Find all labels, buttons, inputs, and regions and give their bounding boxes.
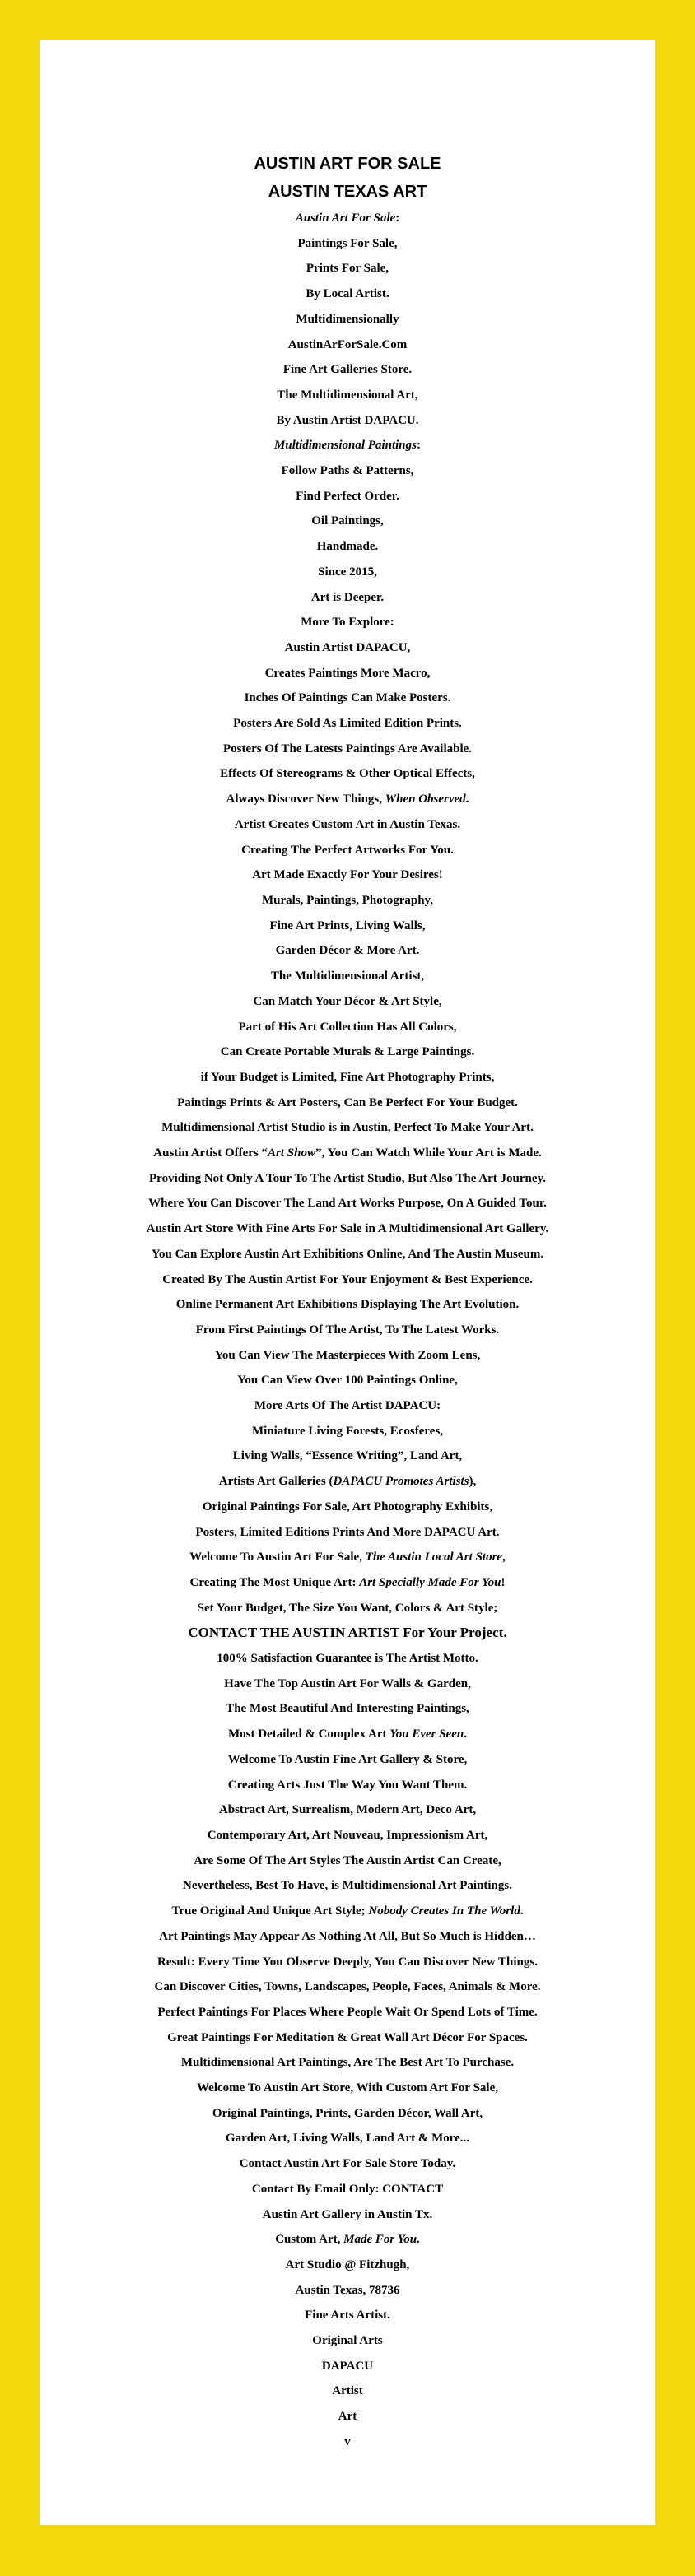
text-segment: AustinArForSale.Com	[287, 337, 408, 351]
text-segment: Result: Every Time You Observe Deeply, You Can Discover New Things.	[157, 1955, 538, 1969]
text-segment: Inches Of Paintings Can Make Posters.	[244, 691, 451, 705]
text-segment: More To Explore:	[301, 616, 394, 630]
text-segment: .	[417, 2233, 420, 2247]
text-line	[40, 2278, 655, 2304]
text-segment: Are Some Of The Art Styles The Austin Artist Can Create,	[194, 1853, 501, 1867]
text-segment: By Austin Artist DAPACU.	[276, 413, 419, 427]
text-line	[40, 635, 655, 661]
text-line	[40, 2151, 655, 2177]
text-segment: !	[501, 1575, 506, 1589]
text-line	[40, 1318, 655, 1343]
text-line	[40, 2378, 655, 2404]
text-segment: CONTACT THE AUSTIN ARTIST For Your Project.	[188, 1625, 507, 1641]
text-segment: .	[465, 793, 469, 807]
text-line	[40, 2000, 655, 2025]
italic-text: When Observed	[385, 793, 466, 807]
text-segment: Austin Texas, 78736	[295, 2283, 400, 2297]
text-segment: True Original And Unique Art Style;	[171, 1904, 369, 1918]
text-segment: Always Discover New Things,	[226, 793, 385, 807]
text-segment: if Your Budget is Limited, Fine Art Photography Prints,	[200, 1070, 495, 1084]
text-line	[40, 1620, 655, 1646]
text-segment: Art Paintings May Appear As Nothing At All, But So Much is Hidden…	[159, 1929, 536, 1943]
text-line	[40, 888, 655, 914]
italic-text: Art Specially Made For You	[359, 1575, 501, 1589]
text-line	[40, 1065, 655, 1090]
text-line	[40, 1090, 655, 1116]
text-segment: Art Studio @ Fitzhugh,	[285, 2257, 410, 2271]
text-segment: Original Arts	[312, 2334, 383, 2348]
text-segment: Multidimensional Art Paintings, Are The Best Art To Purchase.	[180, 2056, 515, 2070]
text-line	[40, 1823, 655, 1848]
text-segment: Contact By Email Only: CONTACT	[251, 2182, 444, 2196]
text-segment: Austin Artist DAPACU,	[284, 640, 411, 654]
text-line	[40, 458, 655, 484]
text-line	[40, 1848, 655, 1874]
text-segment: Artist	[332, 2384, 363, 2398]
text-line	[40, 383, 655, 408]
text-segment: Fine Art Galleries Store.	[282, 363, 413, 377]
text-segment: The Multidimensional Artist,	[270, 969, 425, 983]
text-segment: Welcome To Austin Art For Sale,	[189, 1551, 366, 1565]
text-line	[40, 2126, 655, 2151]
text-line	[40, 332, 655, 358]
text-line	[40, 534, 655, 560]
text-line	[40, 610, 655, 635]
text-segment: Created By The Austin Artist For Your Enjoyment & Best Experience.	[162, 1272, 533, 1286]
text-segment: Welcome To Austin Art Store, With Custom Art For Sale,	[197, 2081, 498, 2095]
text-line	[40, 2227, 655, 2253]
text-segment: Creates Paintings More Macro,	[264, 666, 431, 680]
text-line	[40, 1773, 655, 1798]
text-line	[40, 1747, 655, 1773]
text-segment: ),	[469, 1475, 477, 1489]
text-line	[40, 1924, 655, 1950]
text-line	[40, 585, 655, 611]
text-line	[40, 509, 655, 534]
text-line	[40, 1722, 655, 1747]
text-segment: v	[344, 2434, 351, 2448]
text-line	[40, 206, 655, 231]
text-line	[40, 1393, 655, 1419]
text-line	[40, 281, 655, 307]
text-line	[40, 357, 655, 383]
text-segment: Creating Arts Just The Way You Want Them.	[227, 1778, 468, 1792]
text-segment: Since 2015,	[318, 565, 377, 579]
text-line	[40, 1545, 655, 1570]
text-segment: Austin Artist Offers “	[153, 1146, 268, 1160]
text-line	[40, 560, 655, 585]
text-segment: Fine Art Prints, Living Walls,	[269, 918, 426, 932]
text-line	[40, 2430, 655, 2455]
text-segment: Multidimensional Artist Studio is in Austin, Perfect To Make Your Art.	[161, 1121, 534, 1135]
text-line	[40, 914, 655, 939]
article-content	[40, 150, 655, 2455]
page-panel	[40, 40, 655, 2525]
text-line	[40, 1368, 655, 1393]
text-segment: Have The Top Austin Art For Walls & Garden,	[224, 1676, 471, 1690]
text-line	[40, 1216, 655, 1242]
text-line	[40, 1141, 655, 1166]
text-line	[40, 1191, 655, 1216]
text-segment: Find Perfect Order.	[296, 489, 399, 503]
text-segment: Original Paintings For Sale, Art Photography Exhibits,	[202, 1500, 493, 1514]
text-line	[40, 1899, 655, 1924]
italic-text: Multidimensional Paintings	[274, 439, 417, 453]
text-segment: Great Paintings For Meditation & Great Wall Art Décor For Spaces.	[167, 2030, 528, 2044]
text-segment: Perfect Paintings For Places Where People Wait Or Spend Lots of Time.	[157, 2005, 538, 2019]
text-segment: More Arts Of The Artist DAPACU:	[254, 1399, 441, 1413]
text-segment: Follow Paths & Patterns,	[281, 464, 414, 478]
text-segment: Handmade.	[316, 540, 379, 554]
text-segment: :	[395, 212, 400, 225]
text-line	[40, 1646, 655, 1672]
text-line	[40, 1696, 655, 1722]
text-segment: Posters Of The Latests Paintings Are Available.	[222, 742, 473, 756]
text-segment: Posters Are Sold As Limited Edition Prints.	[233, 717, 462, 731]
text-segment: Austin Art Gallery in Austin Tx.	[262, 2207, 433, 2221]
text-segment: .	[464, 1727, 467, 1741]
text-segment: Contact Austin Art For Sale Store Today.	[239, 2157, 456, 2171]
text-segment: Prints For Sale,	[306, 262, 389, 276]
text-line	[40, 686, 655, 711]
text-segment: Multidimensionally	[296, 312, 399, 326]
text-line	[40, 964, 655, 989]
text-segment: Garden Art, Living Walls, Land Art & More...	[225, 2132, 470, 2146]
text-line	[40, 231, 655, 257]
text-segment: The Multidimensional Art,	[277, 388, 418, 402]
text-segment: Welcome To Austin Fine Art Gallery & Store,	[227, 1752, 468, 1766]
text-lines	[40, 206, 655, 2455]
text-segment: Where You Can Discover The Land Art Works Purpose, On A Guided Tour.	[148, 1197, 547, 1211]
text-line	[40, 812, 655, 838]
text-line	[40, 1444, 655, 1469]
text-segment: Creating The Most Unique Art:	[189, 1575, 360, 1589]
text-segment: Original Paintings, Prints, Garden Décor, Wall Art,	[212, 2106, 483, 2120]
text-line	[40, 1469, 655, 1495]
text-line	[40, 1242, 655, 1267]
text-line	[40, 838, 655, 863]
text-segment: Artists Art Galleries (	[218, 1475, 334, 1489]
text-segment: ,	[502, 1551, 506, 1565]
text-line	[40, 761, 655, 787]
text-segment: Art Made Exactly For Your Desires!	[252, 868, 443, 882]
text-segment: ”, You Can Watch While Your Art is Made.	[315, 1146, 542, 1160]
text-line	[40, 307, 655, 332]
text-line	[40, 1672, 655, 1697]
text-segment: Most Detailed & Complex Art	[228, 1727, 390, 1741]
text-segment: Murals, Paintings, Photography,	[262, 893, 433, 907]
text-segment: By Local Artist.	[306, 287, 389, 301]
text-segment: Set Your Budget, The Size You Want, Colors & Art Style;	[197, 1601, 498, 1615]
text-segment: Art is Deeper.	[310, 590, 385, 604]
text-line	[40, 1039, 655, 1065]
page-title: AUSTIN ART FOR SALE	[254, 155, 441, 173]
text-segment: Can Create Portable Murals & Large Paintings.	[220, 1045, 475, 1059]
italic-text: You Ever Seen	[389, 1727, 464, 1741]
text-segment: From First Paintings Of The Artist, To The Latest Works.	[195, 1323, 500, 1337]
text-line	[40, 1797, 655, 1823]
text-line	[40, 661, 655, 686]
italic-text: Nobody Creates In The World	[368, 1904, 520, 1918]
text-segment: Can Match Your Décor & Art Style,	[253, 994, 442, 1008]
text-segment: Can Discover Cities, Towns, Landscapes, People, Faces, Animals & More.	[154, 1980, 541, 1994]
text-line	[40, 1873, 655, 1899]
text-segment: Garden Décor & More Art.	[275, 944, 420, 958]
text-line	[40, 863, 655, 888]
text-segment: Custom Art,	[275, 2233, 344, 2247]
text-segment: Abstract Art, Surrealism, Modern Art, Deco Art,	[218, 1803, 477, 1817]
text-segment: Online Permanent Art Exhibitions Displaying The Art Evolution.	[175, 1298, 520, 1312]
text-line	[40, 2076, 655, 2101]
text-line	[40, 1570, 655, 1596]
text-segment: The Most Beautiful And Interesting Paintings,	[226, 1702, 469, 1716]
text-line	[40, 2101, 655, 2127]
text-line	[40, 1343, 655, 1369]
text-segment: You Can View Over 100 Paintings Online,	[237, 1374, 458, 1388]
text-line	[40, 1495, 655, 1520]
text-line	[40, 1166, 655, 1192]
text-segment: Nevertheless, Best To Have, is Multidimensional Art Paintings.	[182, 1879, 512, 1893]
text-line	[40, 1267, 655, 1293]
text-segment: Austin Art Store With Fine Arts For Sale in A Multidimensional Art Gallery.	[146, 1222, 549, 1236]
text-line	[40, 408, 655, 434]
text-line	[40, 2354, 655, 2379]
text-segment: Living Walls, “Essence Writing”, Land Art,	[232, 1449, 463, 1463]
text-line	[40, 1015, 655, 1040]
text-segment: You Can Explore Austin Art Exhibitions Online, And The Austin Museum.	[151, 1247, 544, 1261]
text-segment: Artist Creates Custom Art in Austin Texas.	[234, 817, 461, 831]
text-segment: DAPACU	[321, 2359, 374, 2373]
text-line	[40, 433, 655, 458]
text-line	[40, 1419, 655, 1444]
text-line	[40, 1520, 655, 1546]
text-segment: Part of His Art Collection Has All Colors,	[238, 1020, 457, 1034]
text-segment: .	[520, 1904, 524, 1918]
text-segment: Providing Not Only A Tour To The Artist Studio, But Also The Art Journey.	[149, 1171, 546, 1185]
text-line	[40, 2328, 655, 2354]
text-line	[40, 1596, 655, 1621]
text-line	[40, 1950, 655, 1975]
text-segment: Oil Paintings,	[311, 514, 384, 528]
text-line	[40, 2025, 655, 2051]
text-line	[40, 711, 655, 737]
text-line	[40, 256, 655, 281]
italic-text: DAPACU Promotes Artists	[333, 1475, 469, 1489]
text-line	[40, 1115, 655, 1141]
italic-text: Made For You	[343, 2233, 417, 2247]
text-segment: Posters, Limited Editions Prints And More DAPACU Art.	[195, 1525, 500, 1539]
text-line	[40, 2303, 655, 2328]
text-segment: Contemporary Art, Art Nouveau, Impressionism Art,	[207, 1829, 488, 1842]
text-line	[40, 2202, 655, 2228]
text-line	[40, 2404, 655, 2430]
text-line	[40, 484, 655, 509]
text-line	[40, 989, 655, 1015]
text-segment: Miniature Living Forests, Ecosferes,	[251, 1424, 444, 1438]
text-line	[40, 2177, 655, 2202]
italic-text: Austin Art For Sale	[295, 212, 396, 225]
page-subtitle: AUSTIN TEXAS ART	[268, 183, 427, 201]
italic-text: Art Show	[268, 1146, 315, 1160]
text-line	[40, 1292, 655, 1318]
text-line	[40, 2253, 655, 2278]
text-line	[40, 737, 655, 762]
text-line	[40, 938, 655, 964]
text-segment: Effects Of Stereograms & Other Optical Effects,	[220, 767, 475, 781]
text-line	[40, 1974, 655, 2000]
text-segment: Art	[338, 2410, 357, 2424]
text-line	[40, 2050, 655, 2076]
text-segment: Fine Arts Artist.	[305, 2309, 390, 2323]
text-segment: Creating The Perfect Artworks For You.	[241, 843, 454, 857]
text-line	[40, 787, 655, 812]
text-segment: You Can View The Masterpieces With Zoom Lens,	[214, 1348, 481, 1362]
text-segment: Paintings For Sale,	[297, 236, 398, 250]
text-segment: Paintings Prints & Art Posters, Can Be Perfect For Your Budget.	[177, 1095, 518, 1109]
italic-text: The Austin Local Art Store	[365, 1551, 503, 1565]
text-segment: 100% Satisfaction Guarantee is The Artist Motto.	[217, 1652, 478, 1666]
text-segment: :	[416, 439, 421, 453]
